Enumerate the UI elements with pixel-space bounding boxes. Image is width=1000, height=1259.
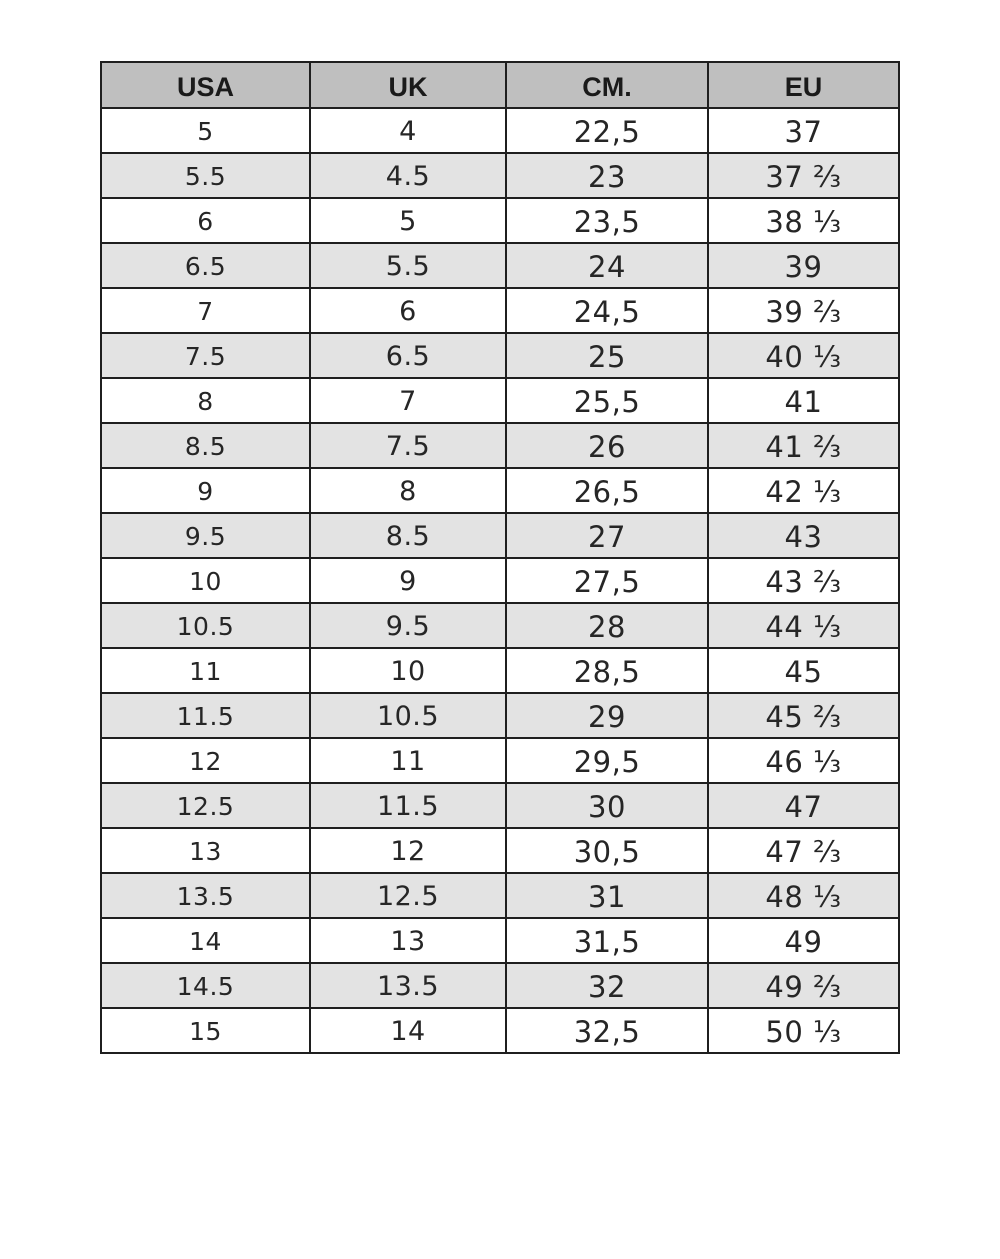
usa-cell: 6 xyxy=(101,198,310,243)
table-row xyxy=(101,378,899,423)
uk-cell: 12.5 xyxy=(310,873,506,918)
usa-cell: 6.5 xyxy=(101,243,310,288)
table-body xyxy=(101,108,899,1053)
uk-cell: 8 xyxy=(310,468,506,513)
usa-cell: 13.5 xyxy=(101,873,310,918)
table-row xyxy=(101,963,899,1008)
uk-cell: 10.5 xyxy=(310,693,506,738)
cm-cell: 23,5 xyxy=(506,198,708,243)
usa-cell: 12 xyxy=(101,738,310,783)
cm-cell: 25,5 xyxy=(506,378,708,423)
column-header-cm: CM. xyxy=(506,62,708,108)
uk-cell: 11 xyxy=(310,738,506,783)
usa-cell: 5.5 xyxy=(101,153,310,198)
usa-cell: 14.5 xyxy=(101,963,310,1008)
uk-cell: 5 xyxy=(310,198,506,243)
table-row xyxy=(101,828,899,873)
eu-cell: 43 xyxy=(708,513,899,558)
table-row xyxy=(101,333,899,378)
uk-cell: 7 xyxy=(310,378,506,423)
uk-cell: 8.5 xyxy=(310,513,506,558)
eu-cell: 49 xyxy=(708,918,899,963)
eu-cell: 48 ⅓ xyxy=(708,873,899,918)
uk-cell: 6 xyxy=(310,288,506,333)
cm-cell: 22,5 xyxy=(506,108,708,153)
table-row xyxy=(101,783,899,828)
eu-cell: 40 ⅓ xyxy=(708,333,899,378)
usa-cell: 12.5 xyxy=(101,783,310,828)
uk-cell: 9 xyxy=(310,558,506,603)
cm-cell: 27 xyxy=(506,513,708,558)
usa-cell: 11 xyxy=(101,648,310,693)
table-row xyxy=(101,468,899,513)
table-row xyxy=(101,603,899,648)
cm-cell: 29 xyxy=(506,693,708,738)
uk-cell: 10 xyxy=(310,648,506,693)
eu-cell: 43 ⅔ xyxy=(708,558,899,603)
eu-cell: 38 ⅓ xyxy=(708,198,899,243)
usa-cell: 8 xyxy=(101,378,310,423)
uk-cell: 9.5 xyxy=(310,603,506,648)
table-row xyxy=(101,873,899,918)
uk-cell: 5.5 xyxy=(310,243,506,288)
usa-cell: 5 xyxy=(101,108,310,153)
table-row xyxy=(101,423,899,468)
usa-cell: 15 xyxy=(101,1008,310,1053)
uk-cell: 4.5 xyxy=(310,153,506,198)
cm-cell: 26,5 xyxy=(506,468,708,513)
cm-cell: 27,5 xyxy=(506,558,708,603)
table-row xyxy=(101,513,899,558)
eu-cell: 41 ⅔ xyxy=(708,423,899,468)
table-row xyxy=(101,288,899,333)
uk-cell: 12 xyxy=(310,828,506,873)
eu-cell: 37 ⅔ xyxy=(708,153,899,198)
uk-cell: 11.5 xyxy=(310,783,506,828)
usa-cell: 11.5 xyxy=(101,693,310,738)
usa-cell: 9 xyxy=(101,468,310,513)
uk-cell: 4 xyxy=(310,108,506,153)
table-header-row xyxy=(101,62,899,108)
eu-cell: 49 ⅔ xyxy=(708,963,899,1008)
usa-cell: 13 xyxy=(101,828,310,873)
usa-cell: 10.5 xyxy=(101,603,310,648)
cm-cell: 25 xyxy=(506,333,708,378)
eu-cell: 47 ⅔ xyxy=(708,828,899,873)
uk-cell: 13 xyxy=(310,918,506,963)
eu-cell: 45 xyxy=(708,648,899,693)
eu-cell: 39 xyxy=(708,243,899,288)
table-row xyxy=(101,153,899,198)
eu-cell: 41 xyxy=(708,378,899,423)
cm-cell: 26 xyxy=(506,423,708,468)
shoe-size-conversion-table xyxy=(100,61,900,1054)
table-row xyxy=(101,243,899,288)
table-row xyxy=(101,918,899,963)
cm-cell: 28 xyxy=(506,603,708,648)
table-row xyxy=(101,108,899,153)
table-row xyxy=(101,693,899,738)
uk-cell: 13.5 xyxy=(310,963,506,1008)
usa-cell: 8.5 xyxy=(101,423,310,468)
table-row xyxy=(101,558,899,603)
table-row xyxy=(101,738,899,783)
cm-cell: 31 xyxy=(506,873,708,918)
eu-cell: 47 xyxy=(708,783,899,828)
table-row xyxy=(101,648,899,693)
cm-cell: 28,5 xyxy=(506,648,708,693)
cm-cell: 29,5 xyxy=(506,738,708,783)
column-header-uk: UK xyxy=(310,62,506,108)
column-header-usa: USA xyxy=(101,62,310,108)
usa-cell: 10 xyxy=(101,558,310,603)
cm-cell: 24,5 xyxy=(506,288,708,333)
usa-cell: 14 xyxy=(101,918,310,963)
cm-cell: 23 xyxy=(506,153,708,198)
cm-cell: 31,5 xyxy=(506,918,708,963)
eu-cell: 45 ⅔ xyxy=(708,693,899,738)
cm-cell: 24 xyxy=(506,243,708,288)
cm-cell: 32,5 xyxy=(506,1008,708,1053)
eu-cell: 42 ⅓ xyxy=(708,468,899,513)
cm-cell: 30,5 xyxy=(506,828,708,873)
cm-cell: 30 xyxy=(506,783,708,828)
usa-cell: 7 xyxy=(101,288,310,333)
uk-cell: 7.5 xyxy=(310,423,506,468)
eu-cell: 37 xyxy=(708,108,899,153)
usa-cell: 9.5 xyxy=(101,513,310,558)
column-header-eu: EU xyxy=(708,62,899,108)
usa-cell: 7.5 xyxy=(101,333,310,378)
cm-cell: 32 xyxy=(506,963,708,1008)
table-row xyxy=(101,1008,899,1053)
eu-cell: 46 ⅓ xyxy=(708,738,899,783)
uk-cell: 6.5 xyxy=(310,333,506,378)
eu-cell: 39 ⅔ xyxy=(708,288,899,333)
uk-cell: 14 xyxy=(310,1008,506,1053)
eu-cell: 50 ⅓ xyxy=(708,1008,899,1053)
eu-cell: 44 ⅓ xyxy=(708,603,899,648)
table-row xyxy=(101,198,899,243)
